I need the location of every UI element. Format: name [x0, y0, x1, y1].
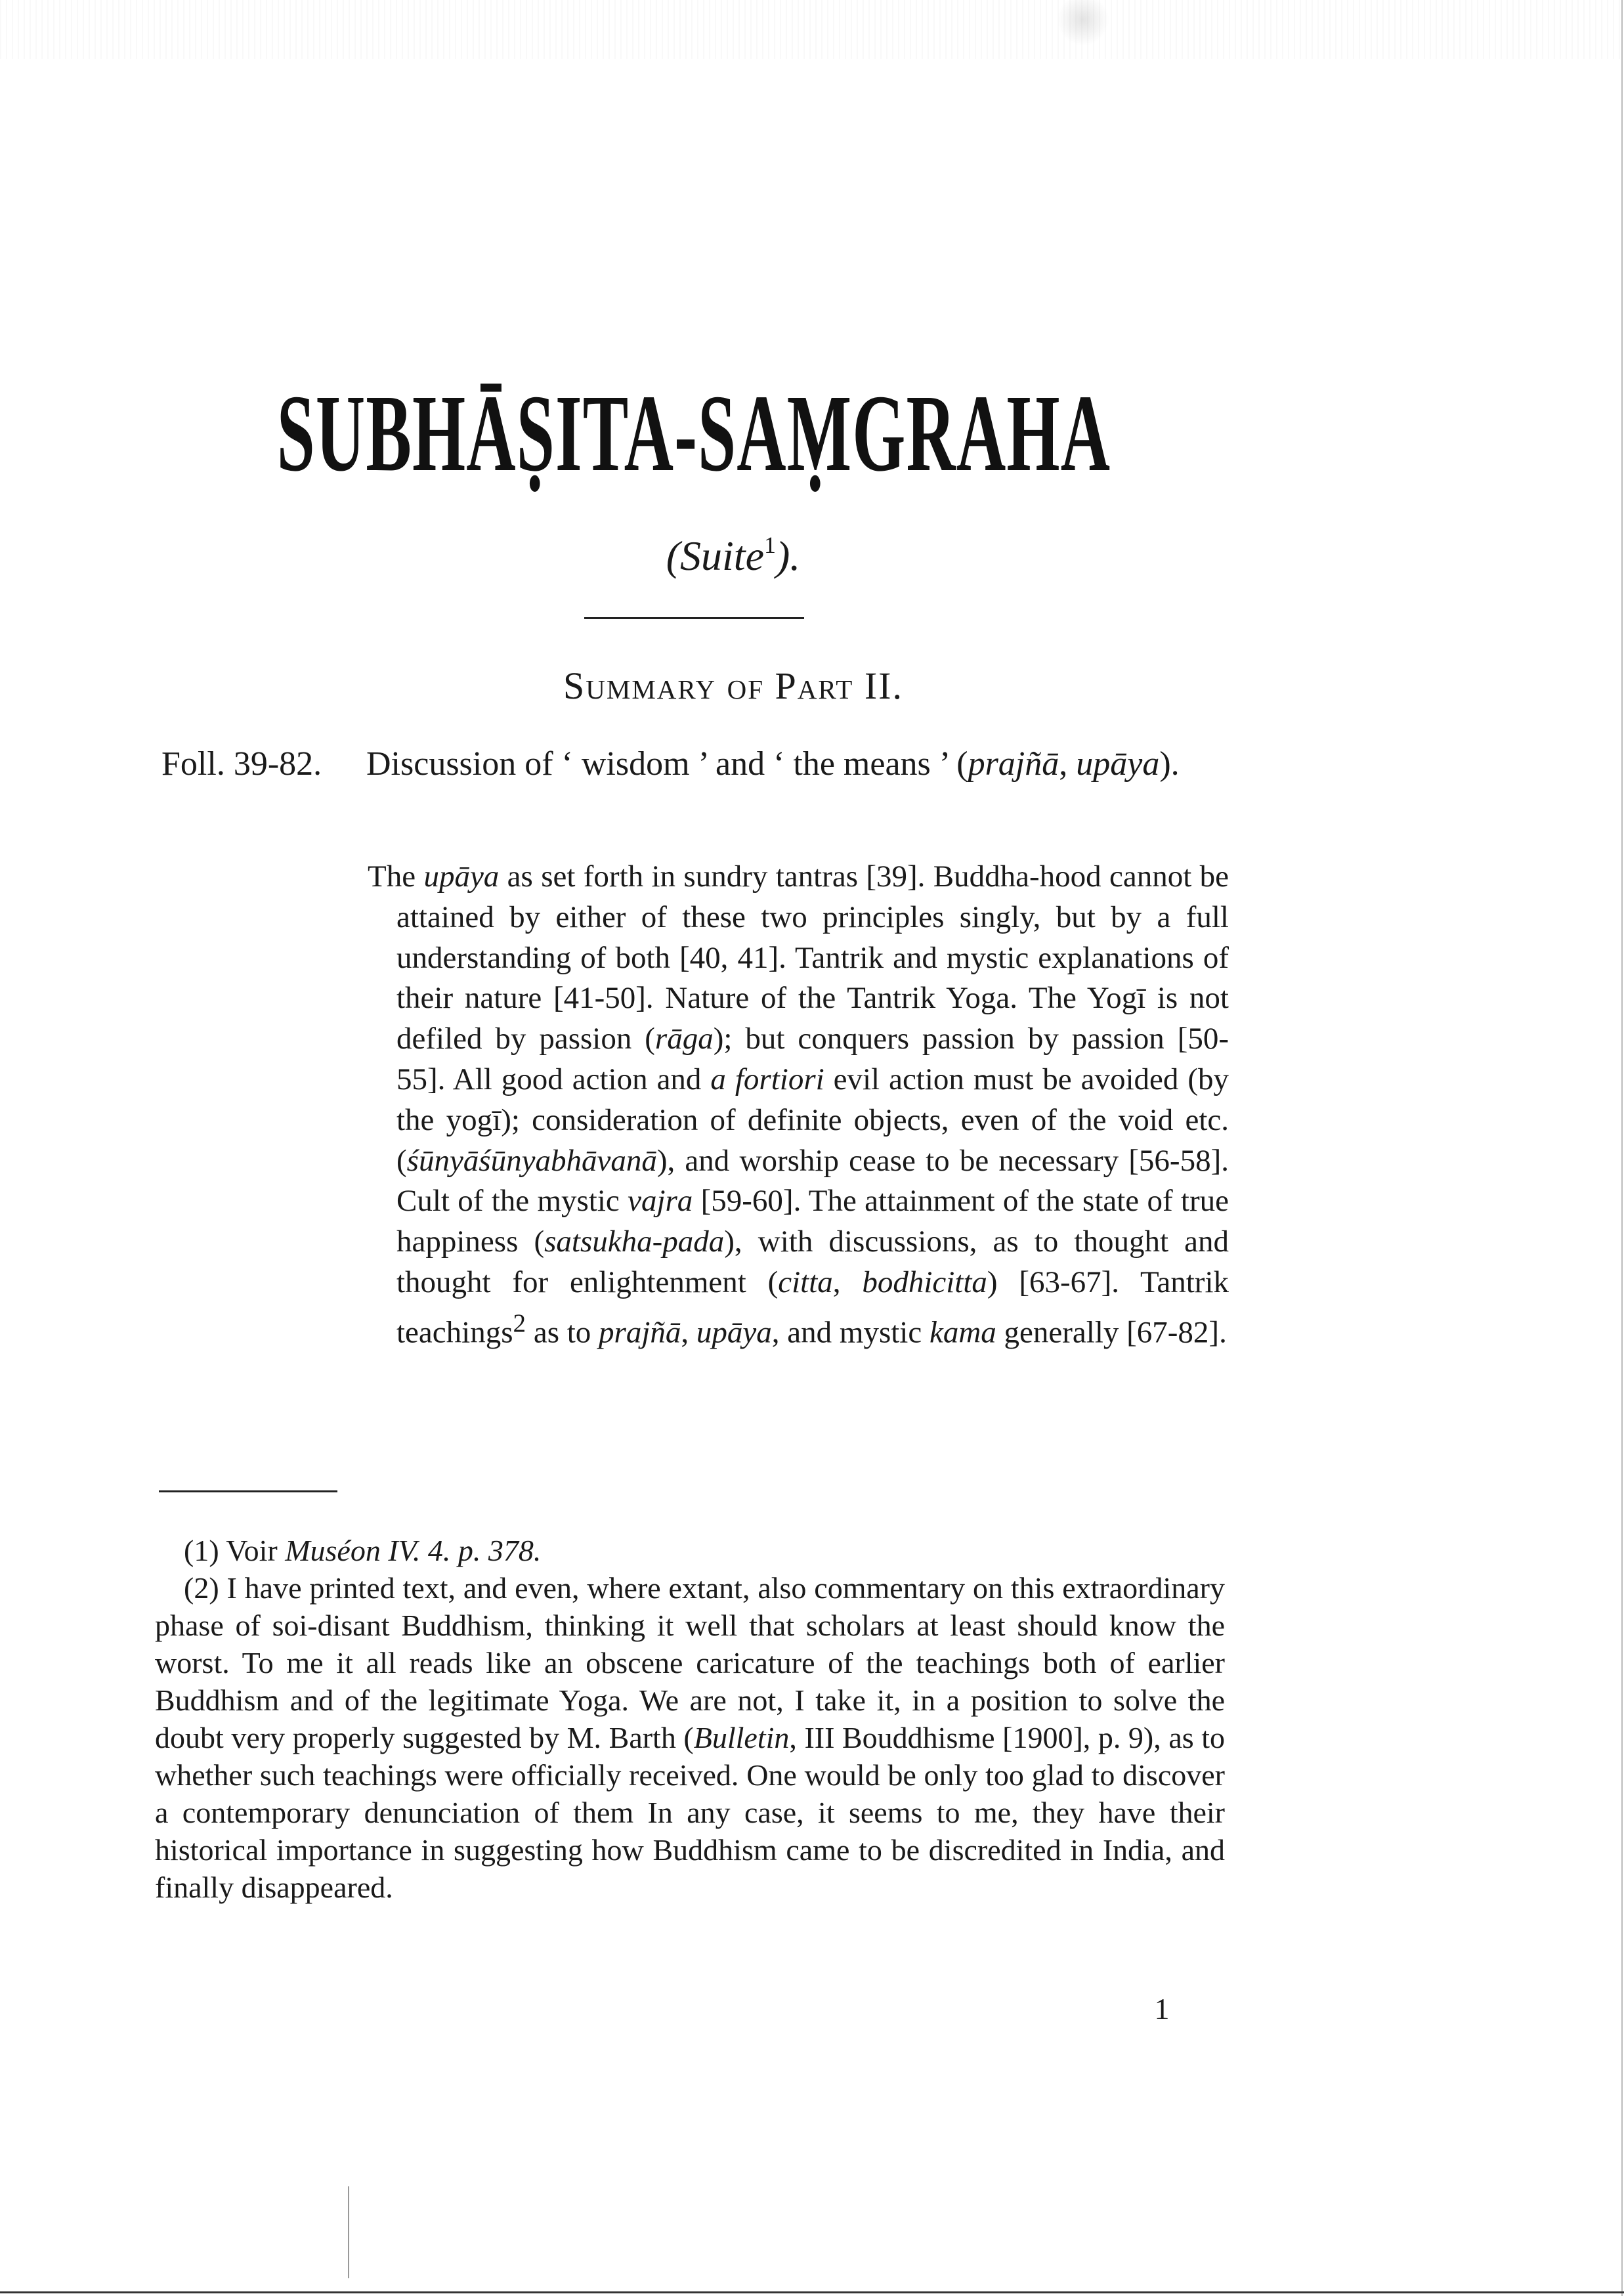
folio-range-label: Foll. 39-82. — [161, 745, 322, 783]
scan-speckle — [0, 0, 1624, 59]
page-number: 1 — [1154, 1992, 1170, 2025]
footnotes — [155, 1532, 1225, 1906]
summary-paragraph: The upāya as set forth in sundry tantras [39]. Buddha-hood cannot be attained by either of these two principles singly, but by a full understanding of both [40, 41]. Tantrik and mystic explanations of their nature [41-50]. Nature of the Tantrik Yoga. The Yogī is not defiled by passion (rāga); but conquers passion by passion [50-55]. All good action and a fortiori evil action must be avoided (by the yogī); consideration of definite objects, even of the void etc. (śūnyāśūnyabhāvanā), and worship cease to be necessary [56-58]. Cult of the mystic vajra [59-60]. The attainment of the state of true happiness (satsukha-pada), with discussions, as to thought and thought for enlightenment (citta, bodhicitta) [63-67]. Tantrik teachings$^2$ as to prajñā, upāya, and mystic kama generally [67-82]. — [368, 859, 1229, 1350]
scan-margin-mark — [348, 2186, 349, 2278]
footnote-1: (1) Voir Muséon IV. 4. p. 378. — [184, 1534, 542, 1567]
page-title: SUBHĀṢITA-SAṂGRAHA — [276, 372, 1111, 494]
section-heading: Summary of Part II. — [563, 664, 903, 707]
folio-description: Discussion of ‘ wisdom ’ and ‘ the means ’ (prajñā, upāya). — [366, 745, 1180, 783]
title-divider — [584, 617, 804, 619]
subtitle-text: Suite — [680, 532, 764, 579]
subtitle-footnote-ref: 1 — [763, 532, 776, 558]
page-bottom-edge — [0, 2291, 1624, 2293]
footnote-2: (2) I have printed text, and even, where extant, also commentary on this extraordinary phase of soi-disant Buddhism, thinking it well that scholars at least should know the worst. To me it all reads like an obscene caricature of the teachings both of earlier Buddhism and of the legitimate Yoga. We are not, I take it, in a position to solve the doubt very properly suggested by M. Barth (Bulletin, III Bouddhisme [1900], p. 9), as to whether such teachings were officially received. One would be only too glad to discover a contemporary denunciation of them In any case, it seems to me, they have their historical importance in suggesting how Buddhism came to be discredited in India, and finally disappeared. — [155, 1571, 1225, 1904]
footnote-divider — [159, 1490, 337, 1492]
subtitle: (Suite$^1$). — [666, 532, 801, 579]
page-edge — [1621, 0, 1623, 2296]
